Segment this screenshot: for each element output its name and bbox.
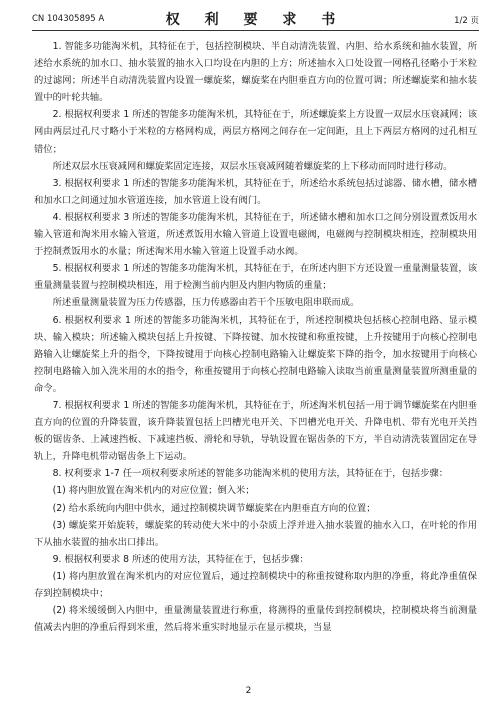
document-title: 权 利 要 求 书	[165, 12, 346, 28]
claim-2-continued: 所述双层水压衰减网和螺旋桨固定连接，双层水压衰减网随着螺旋桨的上下移动而同时进行移动。	[52, 160, 453, 172]
claim-9-step-2: (2) 将米缓缓倒入内胆中，重量测量装置进行称重，将测得的重量传到控制模块，控制模块将当前测量值减去内胆的净重后得到米重，然后将米重实时地显示在显示模块，当显	[34, 605, 477, 634]
header-rule	[32, 30, 479, 31]
claim-1: 1. 智能多功能淘米机，其特征在于，包括控制模块、半自动清洗装置、内胆、给水系统和抽水装置，所述给水系统的加水口、抽水装置的抽水入口均设在内胆的上方；所述抽水入口处设置一网格孔径略小于米粒的过滤网；所述半自动清洗装置内设置一螺旋桨，螺旋桨在内胆垂直方向的位置可调；所述螺旋桨和抽水装置中的叶轮共轴。	[34, 41, 477, 104]
claim-5: 5. 根据权利要求 1 所述的智能多功能淘米机，其特征在于，在所述内胆下方还设置一重量测量装置，该重量测量装置与控制模块相连，用于检测当前内胆及内胆内物质的重量；	[34, 263, 477, 292]
document-number: CN 104305895 A	[32, 14, 105, 24]
claim-8: 8. 权利要求 1-7 任一项权利要求所述的智能多功能淘米机的使用方法，其特征在于，包括步骤：	[52, 468, 449, 480]
claim-8-step-3: (3) 螺旋桨开始旋转，螺旋桨的转动使大米中的小杂质上浮并进入抽水装置的抽水入口，在叶轮的作用下从抽水装置的抽水出口排出。	[34, 519, 477, 548]
claim-6: 6. 根据权利要求 1 所述的智能多功能淘米机，其特征在于，所述控制模块包括核心控制电路、显示模块、输入模块；所述输入模块包括上升按键、下降按键、加水按键和称重按键，上升按键用于向核心控制电路输入让螺旋桨上升的指令，下降按键用于向核心控制电路输入让螺旋桨下降的指令，加水按键用于向核心控制电路输入加入洗米用的水的指令，称重按键用于向核心控制电路输入读取当前重量测量装置所测重量的命令。	[34, 314, 477, 394]
claim-4: 4. 根据权利要求 3 所述的智能多功能淘米机，其特征在于，所述储水槽和加水口之间分别设置煮饭用水输入管道和淘米用水输入管道，所述煮饭用水输入管道上设置电磁阀，电磁阀与控制模块相连，控制模块用于控制煮饭用水的水量；所述淘米用水输入管道上设置手动水阀。	[34, 211, 477, 258]
footer-page-number: 2	[245, 686, 252, 696]
claim-7: 7. 根据权利要求 1 所述的智能多功能淘米机，其特征在于，所述淘米机包括一用于调节螺旋桨在内胆垂直方向的位置的升降装置，该升降装置包括上凹槽光电开关、下凹槽光电开关、升降电机、带有光电开关挡板的锯齿条、上减速挡板、下减速挡板、滑轮和导轨，导轨设置在锯齿条的下方，半自动清洗装置固定在导轨上，升降电机带动锯齿条上下运动。	[34, 399, 477, 463]
claim-3: 3. 根据权利要求 1 所述的智能多功能淘米机，其特征在于，所述给水系统包括过滤器、储水槽，储水槽和加水口之间通过加水管道连接，加水管道上设有阀门。	[34, 177, 477, 206]
claim-8-step-1: (1) 将内胆放置在淘米机内的对应位置；倒入米；	[52, 485, 255, 497]
claim-8-step-2: (2) 给水系统向内胆中供水，通过控制模块调节螺旋桨在内胆垂直方向的位置；	[52, 502, 376, 514]
claim-9-step-1: (1) 将内胆放置在淘米机内的对应位置后，通过控制模块中的称重按键称取内胆的净重，将此净重值保存到控制模块中；	[34, 570, 477, 599]
claim-9: 9. 根据权利要求 8 所述的使用方法，其特征在于，包括步骤：	[52, 553, 309, 565]
claim-5-continued: 所述重量测量装置为压力传感器，压力传感器由若干个压敏电阻串联而成。	[52, 297, 360, 309]
page-header	[32, 8, 479, 30]
claims-body	[34, 38, 477, 636]
page-indicator: 1/2 页	[454, 16, 479, 26]
claim-2: 2. 根据权利要求 1 所述的智能多功能淘米机，其特征在于，所述螺旋桨上方设置一双层水压衰减网；该网由两层过孔尺寸略小于米粒的方格网构成，两层方格网之间存在一定间距，且上下两层方格网的过孔相互错位；	[34, 109, 477, 155]
